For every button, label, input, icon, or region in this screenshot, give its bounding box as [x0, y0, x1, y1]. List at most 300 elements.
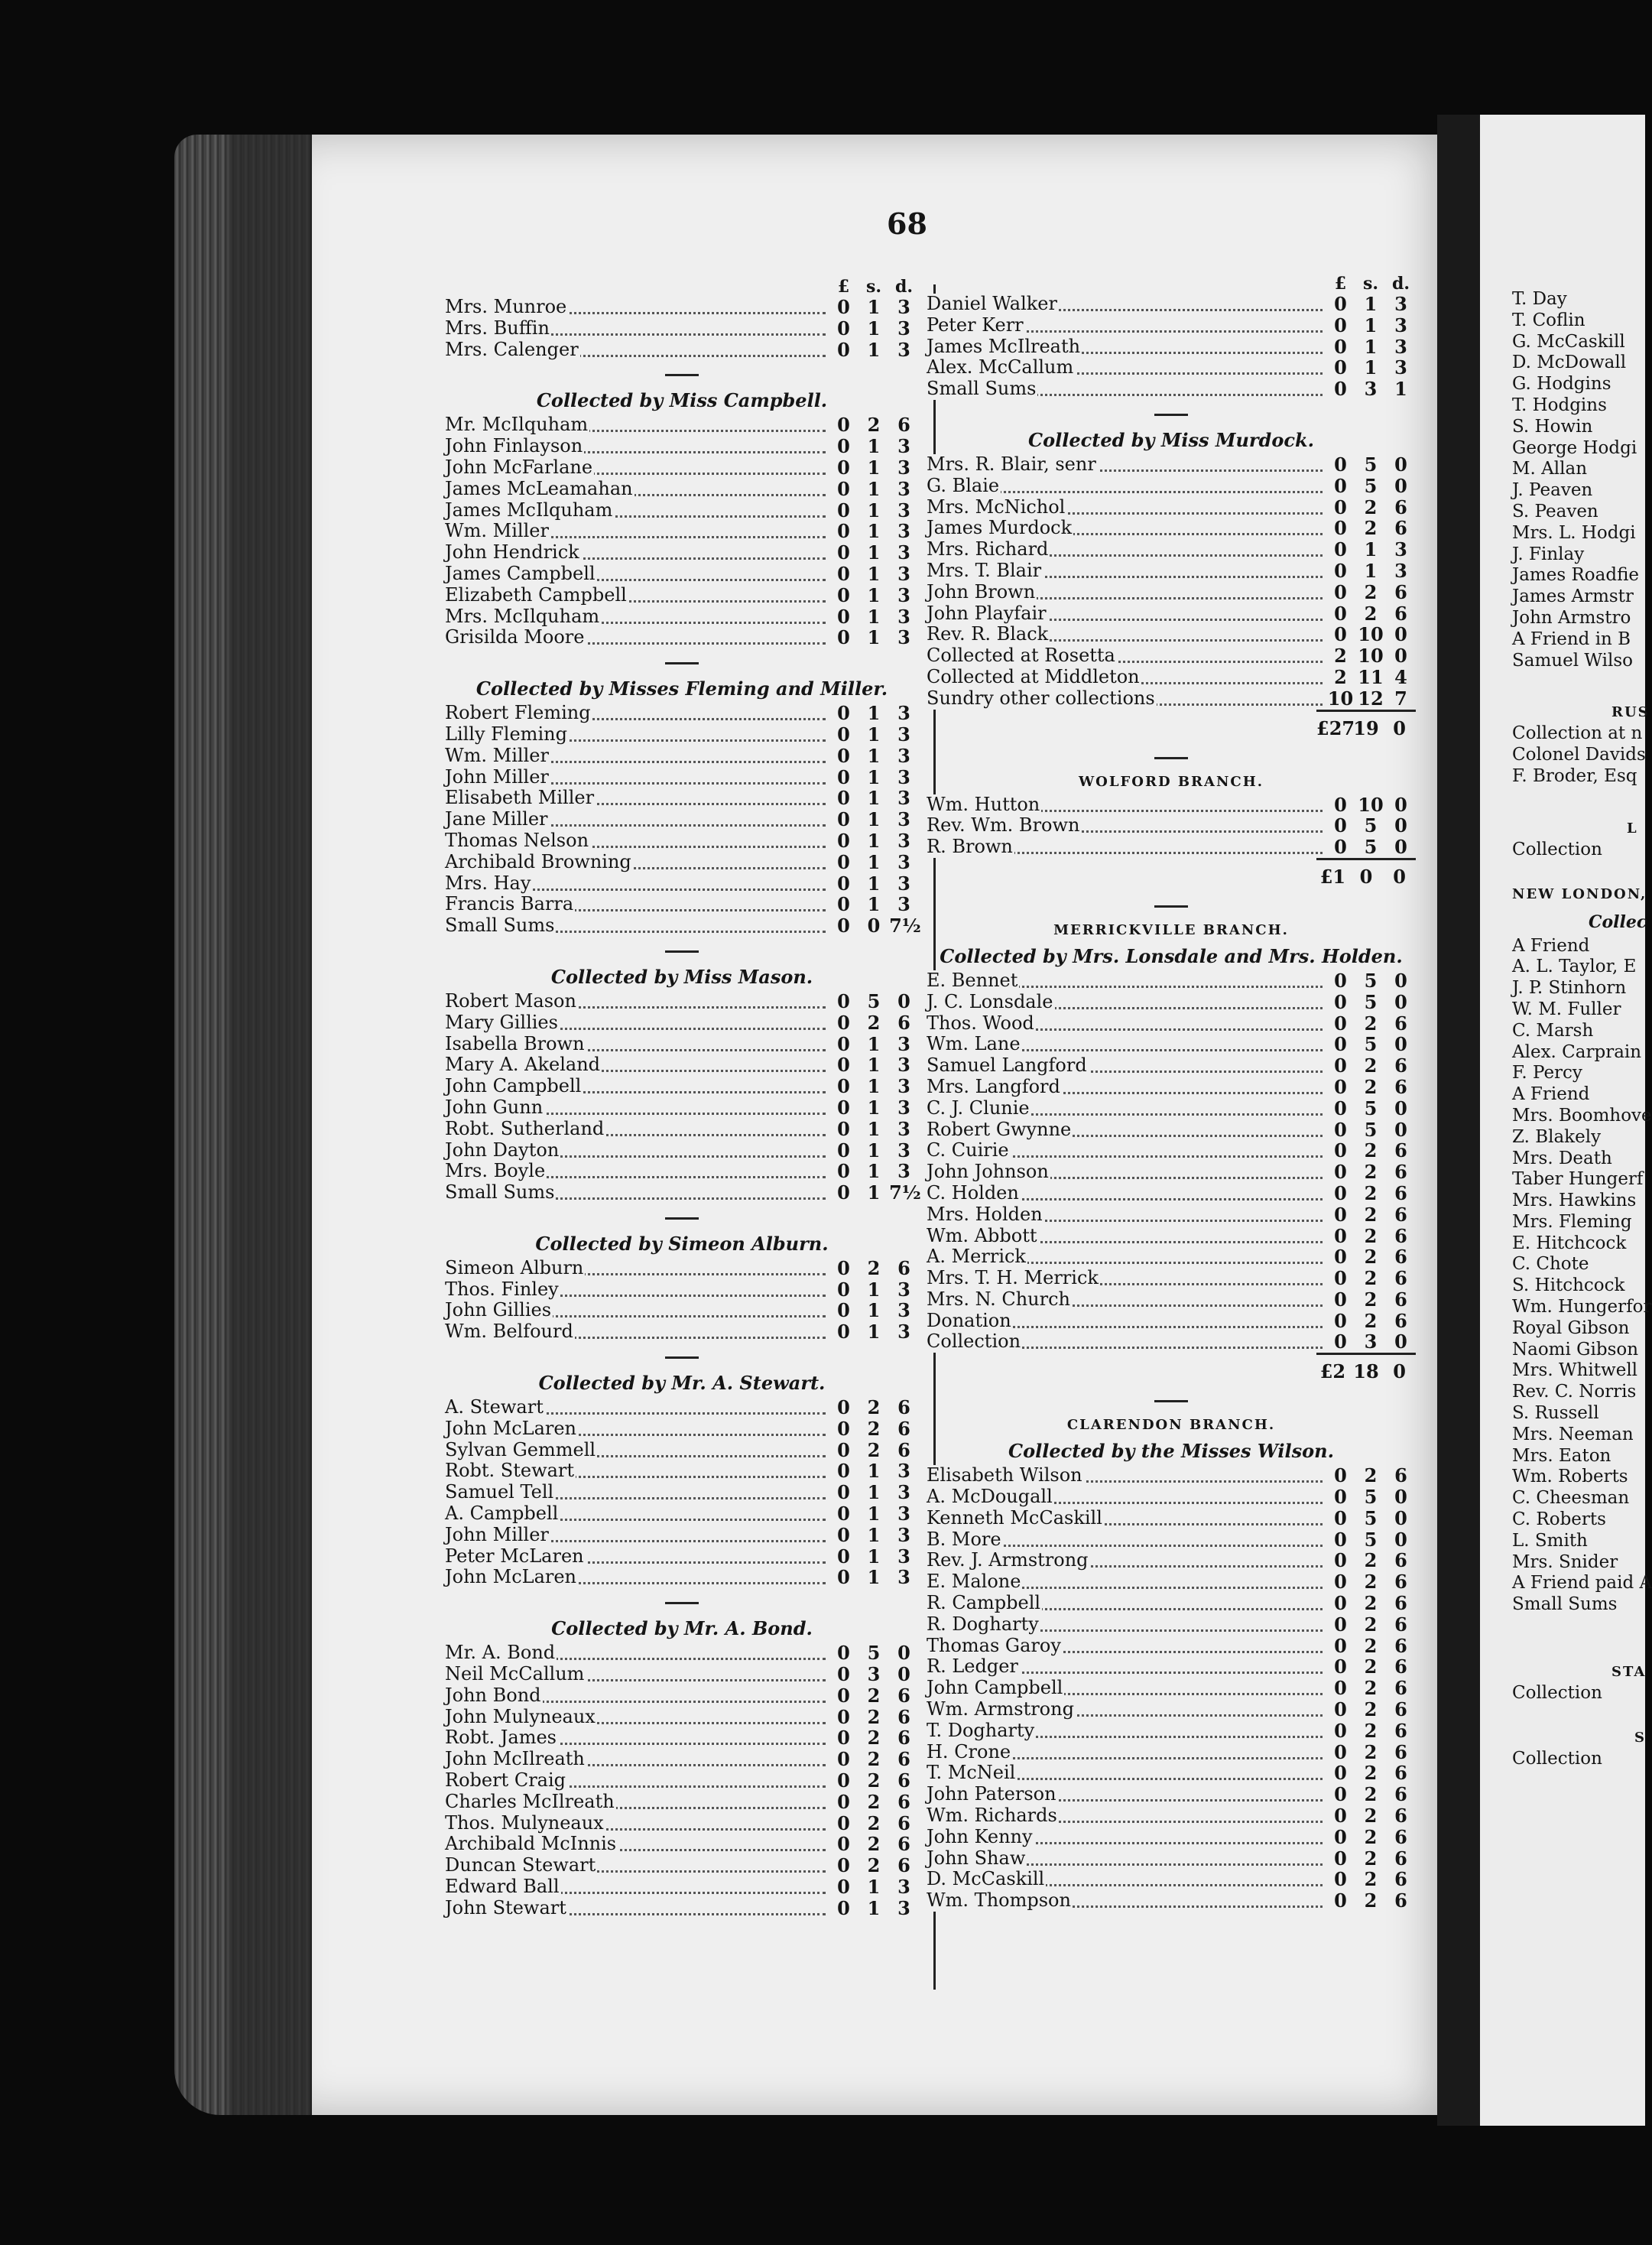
list-item: [927, 357, 1416, 378]
pence: 6: [1394, 1054, 1407, 1077]
pounds: 0: [1334, 623, 1347, 646]
amount: [1326, 1550, 1416, 1571]
book-gutter: [1437, 115, 1480, 2126]
list-item: [927, 518, 1416, 539]
pounds: 0: [1334, 1161, 1347, 1184]
contributor-name: John Shaw: [927, 1847, 1026, 1869]
contributor-name: Archibald Browning: [445, 850, 631, 872]
pounds: 0: [1334, 1486, 1347, 1509]
list-item: [927, 1268, 1416, 1289]
list-item: [927, 1571, 1416, 1593]
list-item: [445, 1546, 919, 1568]
pence: 0: [1394, 1330, 1407, 1353]
pence: 0: [1394, 969, 1407, 992]
contributor-name: Mrs. R. Blair, senr: [927, 453, 1096, 475]
pence: 1: [1394, 378, 1407, 401]
list-item: [927, 688, 1416, 710]
amount: [1326, 1805, 1416, 1827]
pence: 6: [1394, 1592, 1407, 1615]
fragment-line: W. M. Fuller: [1512, 999, 1621, 1019]
contributor-name: James Campbell: [445, 562, 596, 584]
pence: 3: [897, 1075, 910, 1098]
fragment-line: Mrs. Hawkins: [1512, 1191, 1637, 1211]
pence: 0: [1394, 814, 1407, 837]
contributor-name: A. Stewart: [445, 1396, 544, 1418]
list-item: [445, 297, 919, 318]
pence: 7½: [889, 915, 921, 937]
shillings: 2: [1364, 1161, 1378, 1184]
shillings: 2: [1364, 1805, 1378, 1828]
list-item: [927, 1465, 1416, 1486]
pounds: 0: [1334, 517, 1347, 540]
shillings: 2: [1364, 1634, 1378, 1657]
pounds: 0: [1334, 1740, 1347, 1763]
section-title: Collected by Misses Fleming and Miller.: [475, 677, 888, 700]
total-pounds: £1: [1319, 865, 1346, 888]
spacer: [1512, 861, 1645, 884]
section-title: Collected by Mr. A. Stewart.: [538, 1372, 826, 1395]
contributor-name: Small Sums: [927, 378, 1037, 400]
pence: 3: [897, 338, 910, 361]
shillings: 2: [1364, 1592, 1378, 1615]
amount: [829, 436, 919, 457]
pounds: 0: [837, 1417, 850, 1440]
pounds: 0: [1334, 1118, 1347, 1141]
contributor-name: Rev. J. Armstrong: [927, 1549, 1089, 1571]
amount: [1326, 476, 1416, 497]
currency-label: £: [837, 277, 850, 297]
contributor-name: John McFarlane: [445, 456, 593, 478]
right-page-fragment: [1512, 289, 1652, 1770]
fragment-line: Collection at n: [1512, 723, 1643, 744]
list-item: [927, 315, 1416, 336]
pence: 6: [1394, 1762, 1407, 1785]
fragment-line: F. Broder, Esq: [1512, 765, 1637, 786]
shillings: 1: [867, 893, 881, 916]
shillings: 2: [1364, 1075, 1378, 1098]
currency-label: s.: [865, 277, 882, 297]
list-item: [445, 1161, 919, 1182]
list-item: [927, 497, 1416, 518]
total-amount: [1316, 710, 1416, 746]
contributor-name: A. Campbell: [445, 1503, 559, 1525]
currency-labels: [829, 277, 919, 297]
shillings: 11: [1358, 665, 1384, 688]
contributor-name: C. J. Clunie: [927, 1097, 1030, 1119]
pence: 6: [1394, 602, 1407, 625]
shillings: 1: [1364, 293, 1378, 315]
shillings: 2: [867, 1748, 881, 1771]
amount: [829, 627, 919, 648]
pounds: 0: [837, 1503, 850, 1525]
pence: 6: [1394, 1012, 1407, 1035]
section-title: Collected by Mr. A. Bond.: [551, 1617, 813, 1640]
pence: 3: [897, 1523, 910, 1546]
amount: [1326, 1331, 1416, 1353]
list-item: [445, 1397, 919, 1418]
pounds: 0: [1334, 1613, 1347, 1636]
list-item: [927, 1508, 1416, 1529]
pence: 6: [897, 1854, 910, 1877]
pence: 6: [1394, 1889, 1407, 1912]
pounds: 0: [837, 1833, 850, 1856]
pounds: 0: [837, 1684, 850, 1707]
total-shillings: 19: [1353, 716, 1379, 739]
list-item: [927, 1034, 1416, 1055]
pence: 0: [1394, 1033, 1407, 1056]
pence: 3: [897, 1054, 910, 1077]
pence: 3: [897, 893, 910, 916]
contributor-name: Mrs. McIlquham: [445, 605, 600, 627]
shillings: 1: [867, 296, 881, 318]
pounds: 0: [1334, 1203, 1347, 1226]
amount: [1326, 454, 1416, 476]
section-rule: [665, 1217, 699, 1220]
list-item: [927, 1161, 1416, 1183]
pence: 0: [897, 1642, 910, 1665]
amount: [1326, 1678, 1416, 1699]
list-item: [927, 454, 1416, 476]
contributor-name: John Johnson: [927, 1161, 1049, 1183]
pounds: 0: [837, 1790, 850, 1813]
pounds: 0: [1334, 1868, 1347, 1891]
pounds: 0: [1334, 1464, 1347, 1487]
section-title: Collected by Miss Campbell.: [536, 389, 828, 412]
list-item: [927, 1331, 1416, 1353]
list-item: [927, 1246, 1416, 1268]
list-item: [445, 1279, 919, 1301]
fragment-line: T. Day: [1512, 289, 1567, 309]
amount: [1326, 667, 1416, 688]
contributor-name: John Campbell: [927, 1677, 1063, 1699]
amount: [1326, 1140, 1416, 1161]
pence: 3: [897, 723, 910, 746]
contributor-name: Mrs. T. Blair: [927, 559, 1042, 581]
shillings: 1: [1364, 559, 1378, 582]
pounds: 0: [837, 296, 850, 318]
pence: 0: [1394, 474, 1407, 497]
amount: [1326, 603, 1416, 625]
total-amount: [1316, 858, 1416, 894]
amount: [829, 1321, 919, 1343]
list-item: [445, 1664, 919, 1685]
shillings: 5: [1364, 969, 1378, 992]
contributor-name: T. McNeil: [927, 1762, 1016, 1784]
contributor-name: Mrs. Richard: [927, 538, 1049, 560]
amount: [1326, 1508, 1416, 1529]
shillings: 5: [1364, 1506, 1378, 1529]
list-item: [927, 992, 1416, 1013]
contributor-name: Collection: [927, 1330, 1021, 1353]
contributor-name: Robert Gwynne: [927, 1118, 1072, 1140]
currency-label: s.: [1362, 274, 1379, 294]
pence: 6: [1394, 1139, 1407, 1162]
shillings: 1: [867, 1876, 881, 1899]
contributor-name: James McIlquham: [445, 499, 613, 521]
fragment-line: Small Sums: [1512, 1594, 1618, 1615]
shillings: 2: [1364, 517, 1378, 540]
pounds: 0: [1334, 1139, 1347, 1162]
list-item: [927, 1311, 1416, 1332]
pounds: 0: [837, 829, 850, 852]
amount: [1326, 1614, 1416, 1636]
pence: 3: [897, 296, 910, 318]
contributor-name: Sundry other collections: [927, 687, 1155, 709]
pence: 3: [897, 765, 910, 788]
list-item: [445, 1898, 919, 1919]
list-item: [927, 1763, 1416, 1784]
fragment-line: John Armstro: [1512, 607, 1631, 628]
list-item: [445, 1076, 919, 1097]
fragment-line: Z. Blakely: [1512, 1126, 1602, 1147]
contributor-name: Collected at Middleton: [927, 665, 1140, 687]
fragment-line: Collection: [1512, 1683, 1602, 1704]
contributor-name: Thos. Mulyneaux: [445, 1811, 604, 1834]
pence: 3: [897, 317, 910, 340]
amount: [1326, 518, 1416, 539]
pence: 6: [1394, 1224, 1407, 1247]
shillings: 2: [867, 1684, 881, 1707]
pence: 0: [1394, 1118, 1407, 1141]
pounds: 0: [1334, 969, 1347, 992]
fragment-line: S. Howin: [1512, 416, 1593, 437]
amount: [829, 1119, 919, 1140]
list-item: [927, 645, 1416, 667]
fragment-heading: NEW LONDON,: [1512, 885, 1647, 902]
spacer: [1512, 1616, 1645, 1662]
list-item: [927, 1550, 1416, 1571]
pence: 3: [897, 1117, 910, 1140]
pence: 7½: [889, 1181, 921, 1204]
amount: [829, 1012, 919, 1034]
pounds: 0: [837, 1545, 850, 1568]
page-shadow: [229, 135, 313, 2115]
list-item: [927, 1486, 1416, 1508]
list-item: [445, 1321, 919, 1343]
section-title: Collected by Miss Mason.: [550, 965, 813, 988]
shillings: 5: [1364, 474, 1378, 497]
pounds: 0: [837, 1256, 850, 1279]
list-item: [927, 539, 1416, 560]
pounds: 0: [1334, 1181, 1347, 1204]
fragment-line: Mrs. Whitwell: [1512, 1360, 1638, 1381]
list-item: [927, 794, 1416, 816]
amount: [829, 1418, 919, 1440]
list-item: [927, 1614, 1416, 1636]
amount: [829, 1503, 919, 1525]
list-item: [927, 1183, 1416, 1204]
amount: [829, 500, 919, 521]
pounds: 0: [837, 317, 850, 340]
pounds: 0: [1334, 1506, 1347, 1529]
fragment-line: Collection: [1512, 1748, 1602, 1769]
amount: [1326, 1699, 1416, 1720]
list-item: [927, 560, 1416, 582]
contributor-name: John Paterson: [927, 1783, 1056, 1805]
pounds: 0: [837, 605, 850, 628]
amount: [829, 1685, 919, 1707]
list-item: [927, 1890, 1416, 1912]
contributor-name: Wm. Thompson: [927, 1889, 1071, 1912]
amount: [1326, 1742, 1416, 1763]
total-pence: 0: [1393, 865, 1406, 888]
list-item: [445, 1876, 919, 1898]
shillings: 1: [867, 1117, 881, 1140]
contributor-name: Thos. Wood: [927, 1012, 1034, 1034]
shillings: 1: [867, 1139, 881, 1161]
list-item: [445, 852, 919, 873]
pounds: 0: [837, 562, 850, 585]
contributor-name: T. Dogharty: [927, 1719, 1035, 1741]
pounds: 0: [837, 1321, 850, 1343]
fragment-line: D. McDowall: [1512, 353, 1627, 373]
spacer: [1512, 788, 1645, 818]
contributor-name: Edward Ball: [445, 1876, 560, 1898]
currency-header: [445, 277, 919, 297]
shillings: 2: [867, 1811, 881, 1834]
contributor-name: Mary A. Akeland: [445, 1054, 601, 1076]
shillings: 2: [1364, 1309, 1378, 1332]
pence: 0: [1394, 836, 1407, 859]
shillings: 1: [1364, 538, 1378, 561]
pence: 6: [1394, 1288, 1407, 1311]
contributor-name: R. Ledger: [927, 1655, 1018, 1678]
list-item: [445, 1770, 919, 1792]
contributor-name: Wm. Miller: [445, 520, 549, 542]
pounds: 0: [837, 723, 850, 746]
list-item: [927, 1784, 1416, 1805]
shillings: 2: [1364, 1267, 1378, 1290]
amount: [829, 1813, 919, 1834]
shillings: 2: [1364, 1549, 1378, 1572]
shillings: 1: [867, 499, 881, 521]
fragment-line: Wm. Hungerfor: [1512, 1297, 1652, 1317]
contributor-name: Collected at Rosetta: [927, 645, 1115, 667]
contributor-name: Thomas Garoy: [927, 1634, 1061, 1656]
pence: 6: [1394, 1634, 1407, 1657]
contributor-name: Wm. Richards: [927, 1805, 1057, 1827]
pounds: 0: [837, 1396, 850, 1419]
pounds: 0: [837, 915, 850, 937]
currency-labels: [1326, 274, 1416, 294]
amount: [829, 1076, 919, 1097]
list-item: [445, 724, 919, 746]
contributor-name: John Bond: [445, 1684, 541, 1706]
pounds: 0: [837, 541, 850, 564]
amount: [829, 1397, 919, 1418]
shillings: 1: [867, 435, 881, 458]
list-item: [927, 667, 1416, 688]
pence: 3: [897, 850, 910, 873]
amount: [829, 1855, 919, 1876]
pounds: 0: [837, 1117, 850, 1140]
list-item: [927, 1013, 1416, 1035]
fragment-line: E. Hitchcock: [1512, 1233, 1627, 1253]
amount: [1326, 1183, 1416, 1204]
list-item: [445, 1855, 919, 1876]
pounds: 0: [837, 1854, 850, 1877]
pounds: 0: [837, 1811, 850, 1834]
shillings: 2: [867, 1396, 881, 1419]
pounds: 0: [1334, 1719, 1347, 1742]
pence: 3: [897, 829, 910, 852]
fragment-line: A Friend paid A: [1512, 1573, 1652, 1594]
contributor-name: Kenneth McCaskill: [927, 1506, 1102, 1529]
pounds: 0: [837, 1748, 850, 1771]
section-title: Collected by the Misses Wilson.: [1008, 1440, 1334, 1463]
list-item: [445, 542, 919, 564]
amount: [829, 521, 919, 542]
list-item: [445, 1834, 919, 1855]
amount: [1326, 1763, 1416, 1784]
contributor-name: James Murdock: [927, 517, 1073, 539]
pounds: 0: [837, 1896, 850, 1919]
pounds: 0: [1334, 1592, 1347, 1615]
pounds: 0: [837, 338, 850, 361]
fragment-line: Collection: [1512, 839, 1602, 859]
pence: 6: [1394, 1868, 1407, 1891]
contributor-name: C. Holden: [927, 1181, 1019, 1204]
list-item: [445, 894, 919, 915]
fragment-line: Samuel Wilso: [1512, 650, 1633, 671]
contributor-name: Robt. James: [445, 1727, 557, 1749]
pence: 6: [1394, 1805, 1407, 1828]
amount: [829, 1834, 919, 1855]
shillings: 2: [1364, 1698, 1378, 1721]
contributor-name: Donation: [927, 1309, 1011, 1331]
amount: [1326, 1161, 1416, 1183]
fragment-line: S. Peaven: [1512, 501, 1598, 521]
pence: 6: [897, 1811, 910, 1834]
pounds: 0: [1334, 1097, 1347, 1119]
pounds: 0: [837, 414, 850, 437]
pence: 3: [897, 626, 910, 649]
pence: 6: [1394, 1698, 1407, 1721]
list-item: [445, 585, 919, 606]
contributor-name: Thos. Finley: [445, 1278, 559, 1300]
amount: [1326, 815, 1416, 837]
pence: 3: [897, 1321, 910, 1343]
contributor-name: John Miller: [445, 1523, 549, 1545]
list-item: [445, 606, 919, 628]
pence: 6: [897, 1417, 910, 1440]
pence: 6: [897, 1396, 910, 1419]
list-item: [927, 1055, 1416, 1077]
list-item: [445, 809, 919, 830]
pence: 3: [897, 1460, 910, 1483]
amount: [1326, 1055, 1416, 1077]
amount: [829, 1707, 919, 1728]
contributor-name: Peter McLaren: [445, 1545, 584, 1567]
shillings: 1: [867, 1181, 881, 1204]
contributor-name: John Finlayson: [445, 435, 583, 457]
shillings: 5: [1364, 1486, 1378, 1509]
amount: [829, 1279, 919, 1301]
pounds: 0: [837, 702, 850, 725]
amount: [829, 585, 919, 606]
pence: 6: [1394, 1309, 1407, 1332]
shillings: 2: [1364, 1868, 1378, 1891]
pounds: 0: [837, 1705, 850, 1728]
list-item: [927, 1226, 1416, 1247]
contributor-name: John McLaren: [445, 1417, 577, 1439]
contributor-name: Samuel Langford: [927, 1054, 1087, 1077]
pounds: 0: [837, 1032, 850, 1055]
pence: 3: [897, 744, 910, 767]
contributor-name: Small Sums: [445, 915, 555, 937]
pounds: 0: [837, 765, 850, 788]
shillings: 1: [867, 317, 881, 340]
